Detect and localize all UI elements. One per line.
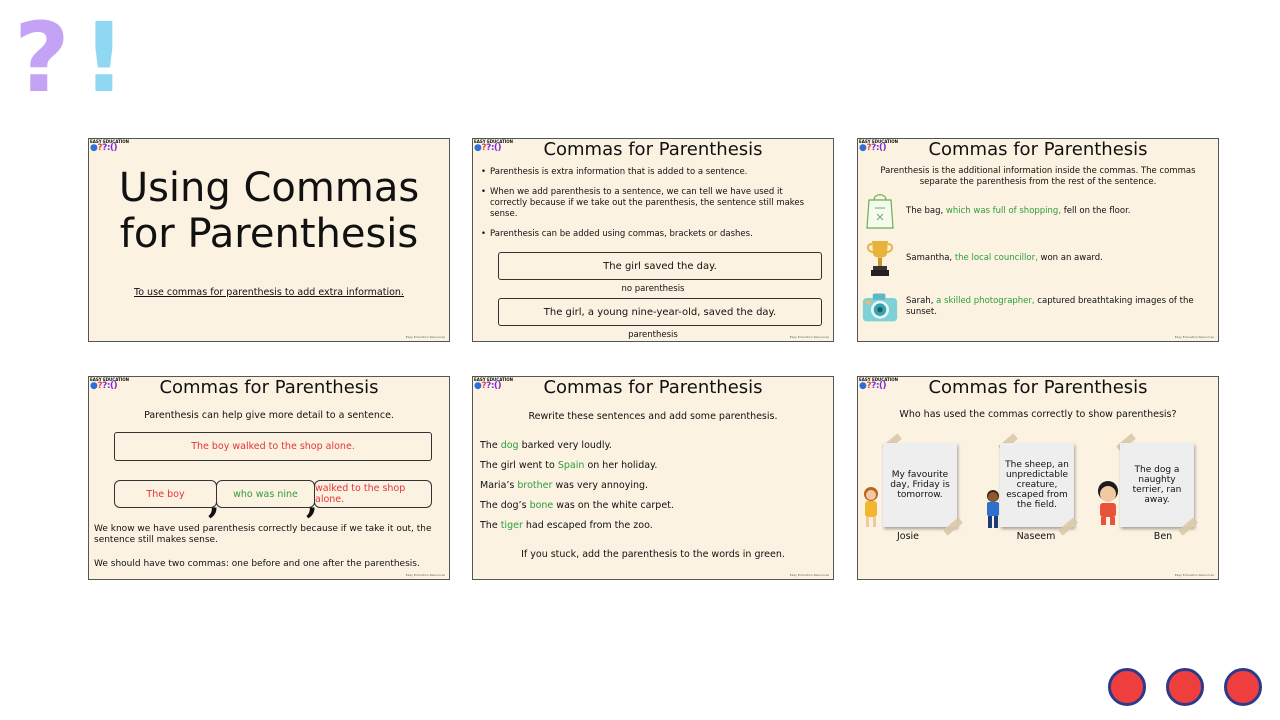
caption-no-parenthesis: no parenthesis [621,284,685,294]
slide-1-thumbnail[interactable] [88,138,450,342]
comma-icon: , [306,482,318,522]
slide-5-thumbnail[interactable] [472,376,834,580]
explanation-text: We should have two commas: one before and one after the parenthesis. [94,559,420,569]
example-row [862,238,1214,278]
bullet-item: • Parenthesis is extra information that is added to a sentence. [481,167,821,178]
logo-text: EASY EDUCATION [90,377,129,382]
bullet-item: • When we add parenthesis to a sentence, we can tell we have used it correctly because if we take out the parenthesis, the sentence still makes sense. [481,187,821,220]
bullet-list [481,167,821,249]
slide-footer: Easy Education Resources [789,335,829,339]
slide-subtitle: Parenthesis can help give more detail to a sentence. [144,410,394,421]
logo-marks-icon: ●??:() [859,381,887,391]
slide-title: Using Commas for Parenthesis [118,165,420,257]
student-name: Naseem [1016,531,1056,542]
girl-character-icon [861,485,881,535]
example-sentence: The bag, which was full of shopping, fell on the floor. [906,205,1131,216]
logo-marks-icon: ●??:() [859,143,887,153]
student-name: Ben [1153,531,1173,542]
slide-footer: Easy Education Resources [789,573,829,577]
practice-sentence: Maria’s brother was very annoying. [480,480,649,491]
comma-icon: , [208,482,220,522]
bullet-item: • Parenthesis can be added using commas, brackets or dashes. [481,229,821,240]
slide-3-thumbnail[interactable] [857,138,1219,342]
logo-marks-icon: ●??:() [474,143,502,153]
practice-sentence: The girl went to Spain on her holiday. [480,460,658,471]
sticky-note: My favourite day, Friday is tomorrow. [883,443,957,527]
logo-text: EASY EDUCATION [474,139,513,144]
logo-marks-icon: ●??:() [90,143,118,153]
slide-footer: Easy Education Resources [405,573,445,577]
sentence-part-1: The boy [114,480,217,508]
sentence-box: The boy walked to the shop alone. [114,432,432,461]
shopping-bag-icon [862,191,898,231]
hint-text: If you stuck, add the parenthesis to the words in green. [521,549,785,560]
example-sentence: Sarah, a skilled photographer, captured breathtaking images of the sunset. [906,296,1194,317]
example-row [862,287,1214,327]
example-box-no-parenthesis: The girl saved the day. [498,252,822,280]
learning-objective: To use commas for parenthesis to add extra information. [134,287,404,298]
logo-text: EASY EDUCATION [859,377,898,382]
logo-marks-icon: ●??:() [90,381,118,391]
slide-4-thumbnail[interactable] [88,376,450,580]
sticky-note: The dog a naughty terrier, ran away. [1120,443,1194,527]
boy-character-icon [1094,481,1122,531]
example-sentence: Samantha, the local councillor, won an award. [906,252,1103,263]
question-mark-icon: ? [14,2,70,114]
sentence-part-parenthesis: who was nine [216,480,315,508]
student-name: Josie [896,531,920,542]
exclamation-mark-icon: ! [82,2,126,114]
decorative-circles [1108,668,1262,706]
logo-marks-icon: ●??:() [474,381,502,391]
slide-footer: Easy Education Resources [405,335,445,339]
scribble-circle-icon [1108,668,1146,706]
slide-title: Commas for Parenthesis [928,377,1148,398]
slide-subtitle: Who has used the commas correctly to show parenthesis? [899,409,1177,420]
sentence-part-3: walked to the shop alone. [314,480,432,508]
slide-6-thumbnail[interactable] [857,376,1219,580]
slide-logo [90,140,129,153]
example-box-parenthesis: The girl, a young nine-year-old, saved the day. [498,298,822,326]
slide-title: Commas for Parenthesis [928,139,1148,160]
slide-footer: Easy Education Resources [1174,335,1214,339]
practice-sentence: The tiger had escaped from the zoo. [480,520,653,531]
logo-text: EASY EDUCATION [859,139,898,144]
caption-parenthesis: parenthesis [628,330,678,340]
slide-title: Commas for Parenthesis [543,377,763,398]
slide-2-thumbnail[interactable] [472,138,834,342]
intro-text: Parenthesis is the additional information inside the commas. The commas separate the parenthesis from the rest of the sentence. [880,166,1196,187]
trophy-icon [862,238,898,278]
boy-character-icon [983,488,1003,536]
practice-sentence: The dog’s bone was on the white carpet. [480,500,674,511]
explanation-text: We know we have used parenthesis correctly because if we take it out, the sentence still makes sense. [94,524,432,545]
practice-sentence: The dog barked very loudly. [480,440,612,451]
logo-text: EASY EDUCATION [90,139,129,144]
camera-icon [862,287,898,327]
sticky-note: The sheep, an unpredictable creature, escaped from the field. [1000,443,1074,527]
logo-text: EASY EDUCATION [474,377,513,382]
example-row [862,191,1214,231]
scribble-circle-icon [1224,668,1262,706]
slide-title: Commas for Parenthesis [159,377,379,398]
slide-title: Commas for Parenthesis [543,139,763,160]
slide-footer: Easy Education Resources [1174,573,1214,577]
scribble-circle-icon [1166,668,1204,706]
slide-subtitle: Rewrite these sentences and add some parenthesis. [528,411,778,422]
